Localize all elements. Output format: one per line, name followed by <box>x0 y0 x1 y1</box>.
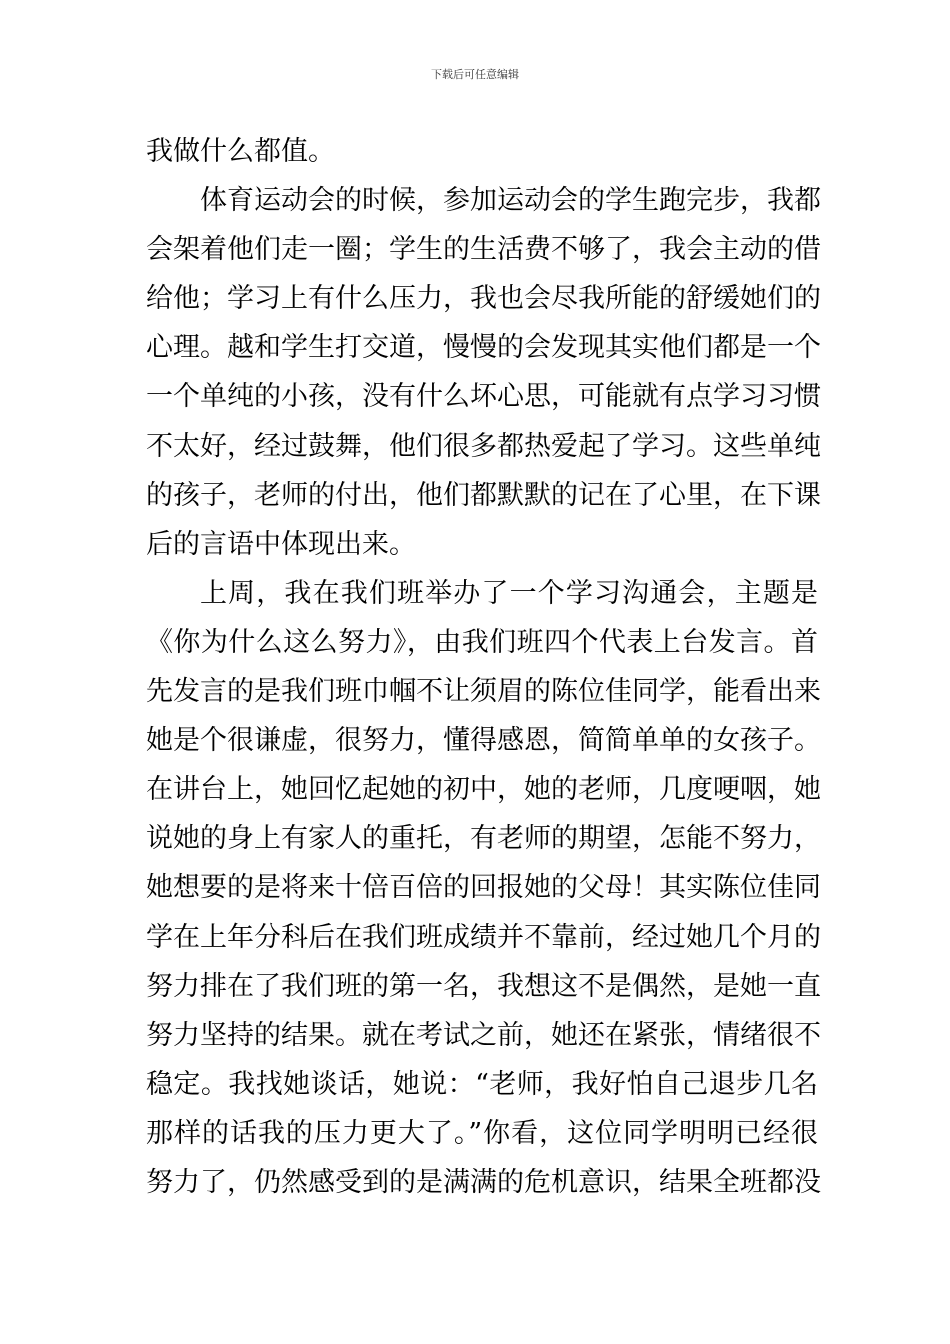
text-line: 一个单纯的小孩，没有什么坏心思，可能就有点学习习惯 <box>146 381 821 413</box>
text-line: 的孩子，老师的付出，他们都默默的记在了心里，在下课 <box>146 479 821 511</box>
text-line: 努力坚持的结果。就在考试之前，她还在紧张，情绪很不 <box>146 1019 821 1051</box>
text-line: 《你为什么这么努力》，由我们班四个代表上台发言。首 <box>146 626 818 658</box>
text-line: 稳定。我找她谈话，她说：“老师，我好怕自己退步几名 <box>146 1068 818 1100</box>
text-line: 不太好，经过鼓舞，他们很多都热爱起了学习。这些单纯 <box>146 430 821 462</box>
text-line: 努力排在了我们班的第一名，我想这不是偶然，是她一直 <box>146 970 821 1002</box>
text-line: 先发言的是我们班巾帼不让须眉的陈位佳同学，能看出来 <box>146 676 821 708</box>
text-line: 心理。越和学生打交道，慢慢的会发现其实他们都是一个 <box>146 332 821 364</box>
text-line: 在讲台上，她回忆起她的初中，她的老师，几度哽咽，她 <box>146 774 821 806</box>
text-line: 她想要的是将来十倍百倍的回报她的父母！其实陈位佳同 <box>146 872 821 904</box>
text-line: 上周，我在我们班举办了一个学习沟通会，主题是 <box>200 577 818 609</box>
text-line: 给他；学习上有什么压力，我也会尽我所能的舒缓她们的 <box>146 283 821 315</box>
text-line: 学在上年分科后在我们班成绩并不靠前，经过她几个月的 <box>146 921 821 953</box>
text-line: 会架着他们走一圈；学生的生活费不够了，我会主动的借 <box>146 234 821 266</box>
page-header: 下载后可任意编辑 <box>431 68 519 81</box>
text-line: 她是个很谦虚，很努力，懂得感恩，简简单单的女孩子。 <box>146 725 821 757</box>
document-body <box>146 127 821 1207</box>
text-line: 后的言语中体现出来。 <box>146 528 416 560</box>
text-line: 那样的话我的压力更大了。”你看，这位同学明明已经很 <box>146 1117 818 1149</box>
text-line: 说她的身上有家人的重托，有老师的期望，怎能不努力， <box>146 823 821 855</box>
text-line: 努力了，仍然感受到的是满满的危机意识，结果全班都没 <box>146 1166 821 1198</box>
text-line: 体育运动会的时候，参加运动会的学生跑完步，我都 <box>200 185 821 217</box>
text-line: 我做什么都值。 <box>146 136 335 167</box>
